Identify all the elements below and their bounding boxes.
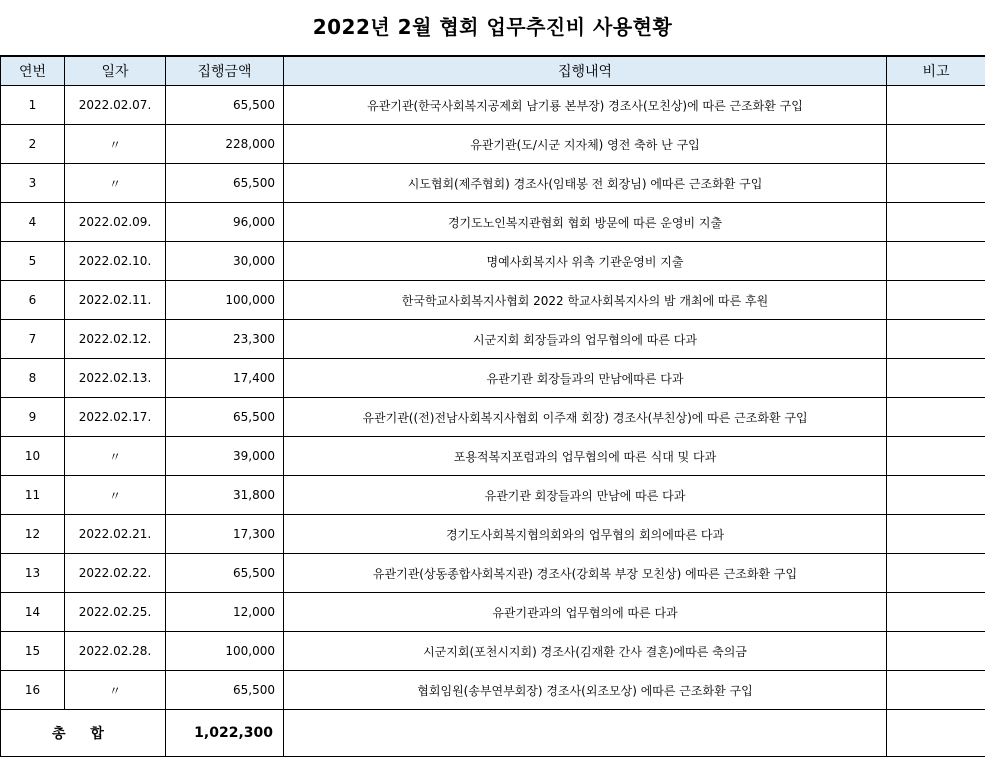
- row-amount: 17,400: [166, 359, 284, 398]
- row-number: 16: [1, 671, 65, 710]
- page-title: 2022년 2월 협회 업무추진비 사용현황: [0, 0, 985, 56]
- row-amount: 65,500: [166, 164, 284, 203]
- row-note: [887, 281, 985, 320]
- row-detail: 명예사회복지사 위촉 기관운영비 지출: [284, 242, 887, 281]
- row-date: 2022.02.22.: [65, 554, 166, 593]
- row-note: [887, 398, 985, 437]
- total-detail-cell: [284, 710, 887, 757]
- table-body: [1, 86, 985, 710]
- row-note: [887, 476, 985, 515]
- row-number: 11: [1, 476, 65, 515]
- row-amount: 65,500: [166, 398, 284, 437]
- row-amount: 31,800: [166, 476, 284, 515]
- row-amount: 30,000: [166, 242, 284, 281]
- row-number: 2: [1, 125, 65, 164]
- row-date: 2022.02.12.: [65, 320, 166, 359]
- row-amount: 65,500: [166, 554, 284, 593]
- row-note: [887, 593, 985, 632]
- row-number: 15: [1, 632, 65, 671]
- row-amount: 17,300: [166, 515, 284, 554]
- row-detail: 유관기관 회장들과의 만남에 따른 다과: [284, 476, 887, 515]
- row-note: [887, 359, 985, 398]
- row-note: [887, 554, 985, 593]
- table-row: [1, 86, 985, 125]
- row-number: 8: [1, 359, 65, 398]
- row-number: 9: [1, 398, 65, 437]
- table-header: [1, 57, 985, 86]
- row-detail: 경기도사회복지협의회와의 업무협의 회의에따른 다과: [284, 515, 887, 554]
- table-row: [1, 437, 985, 476]
- row-number: 14: [1, 593, 65, 632]
- row-date: 2022.02.13.: [65, 359, 166, 398]
- row-detail: 경기도노인복지관협회 협회 방문에 따른 운영비 지출: [284, 203, 887, 242]
- table-row: [1, 593, 985, 632]
- row-number: 1: [1, 86, 65, 125]
- row-note: [887, 203, 985, 242]
- row-note: [887, 515, 985, 554]
- row-date: 2022.02.09.: [65, 203, 166, 242]
- row-note: [887, 242, 985, 281]
- table-row: [1, 476, 985, 515]
- header-no: 연번: [1, 57, 65, 86]
- row-amount: 39,000: [166, 437, 284, 476]
- row-note: [887, 671, 985, 710]
- row-date: 2022.02.28.: [65, 632, 166, 671]
- row-number: 12: [1, 515, 65, 554]
- row-date: 2022.02.10.: [65, 242, 166, 281]
- table-row: [1, 671, 985, 710]
- table-row: [1, 359, 985, 398]
- row-date: 〃: [65, 437, 166, 476]
- table-row: [1, 554, 985, 593]
- row-date: 〃: [65, 671, 166, 710]
- row-date: 2022.02.21.: [65, 515, 166, 554]
- row-detail: 유관기관과의 업무협의에 따른 다과: [284, 593, 887, 632]
- row-detail: 협회임원(송부연부회장) 경조사(외조모상) 에따른 근조화환 구입: [284, 671, 887, 710]
- row-note: [887, 86, 985, 125]
- row-note: [887, 632, 985, 671]
- row-number: 3: [1, 164, 65, 203]
- total-label: 총 합: [1, 710, 166, 757]
- row-amount: 65,500: [166, 86, 284, 125]
- row-amount: 96,000: [166, 203, 284, 242]
- table-row: [1, 398, 985, 437]
- table-row: [1, 632, 985, 671]
- row-amount: 23,300: [166, 320, 284, 359]
- total-amount: 1,022,300: [166, 710, 284, 757]
- row-date: 〃: [65, 476, 166, 515]
- row-number: 7: [1, 320, 65, 359]
- row-date: 2022.02.11.: [65, 281, 166, 320]
- row-date: 2022.02.07.: [65, 86, 166, 125]
- row-date: 〃: [65, 164, 166, 203]
- row-detail: 한국학교사회복지사협회 2022 학교사회복지사의 밤 개최에 따른 후원: [284, 281, 887, 320]
- row-date: 2022.02.17.: [65, 398, 166, 437]
- row-number: 5: [1, 242, 65, 281]
- row-amount: 100,000: [166, 632, 284, 671]
- table-row: [1, 203, 985, 242]
- row-note: [887, 320, 985, 359]
- row-detail: 유관기관(한국사회복지공제회 남기룡 본부장) 경조사(모친상)에 따른 근조화환 구입: [284, 86, 887, 125]
- table-row: [1, 281, 985, 320]
- row-number: 10: [1, 437, 65, 476]
- row-number: 4: [1, 203, 65, 242]
- row-note: [887, 164, 985, 203]
- row-detail: 유관기관 회장들과의 만남에따른 다과: [284, 359, 887, 398]
- row-amount: 12,000: [166, 593, 284, 632]
- row-amount: 228,000: [166, 125, 284, 164]
- row-detail: 포용적복지포럼과의 업무협의에 따른 식대 및 다과: [284, 437, 887, 476]
- table-row: [1, 164, 985, 203]
- row-amount: 100,000: [166, 281, 284, 320]
- header-note: 비고: [887, 57, 985, 86]
- row-detail: 유관기관(도/시군 지자체) 영전 축하 난 구입: [284, 125, 887, 164]
- row-note: [887, 437, 985, 476]
- row-date: 2022.02.25.: [65, 593, 166, 632]
- total-note-cell: [887, 710, 985, 757]
- header-date: 일자: [65, 57, 166, 86]
- table-row: [1, 515, 985, 554]
- row-detail: 유관기관(상동종합사회복지관) 경조사(강회복 부장 모친상) 에따른 근조화환 구입: [284, 554, 887, 593]
- table-row: [1, 320, 985, 359]
- header-detail: 집행내역: [284, 57, 887, 86]
- row-note: [887, 125, 985, 164]
- table-row: [1, 125, 985, 164]
- row-date: 〃: [65, 125, 166, 164]
- row-detail: 시군지회(포천시지회) 경조사(김재환 간사 결혼)에따른 축의금: [284, 632, 887, 671]
- row-detail: 시도협회(제주협회) 경조사(임태봉 전 회장님) 에따른 근조화환 구입: [284, 164, 887, 203]
- row-amount: 65,500: [166, 671, 284, 710]
- row-number: 13: [1, 554, 65, 593]
- row-number: 6: [1, 281, 65, 320]
- row-detail: 유관기관((전)전남사회복지사협회 이주재 회장) 경조사(부친상)에 따른 근조화환 구입: [284, 398, 887, 437]
- total-row: [1, 710, 985, 757]
- header-amount: 집행금액: [166, 57, 284, 86]
- row-detail: 시군지회 회장들과의 업무협의에 따른 다과: [284, 320, 887, 359]
- table-row: [1, 242, 985, 281]
- expense-table: [0, 56, 985, 757]
